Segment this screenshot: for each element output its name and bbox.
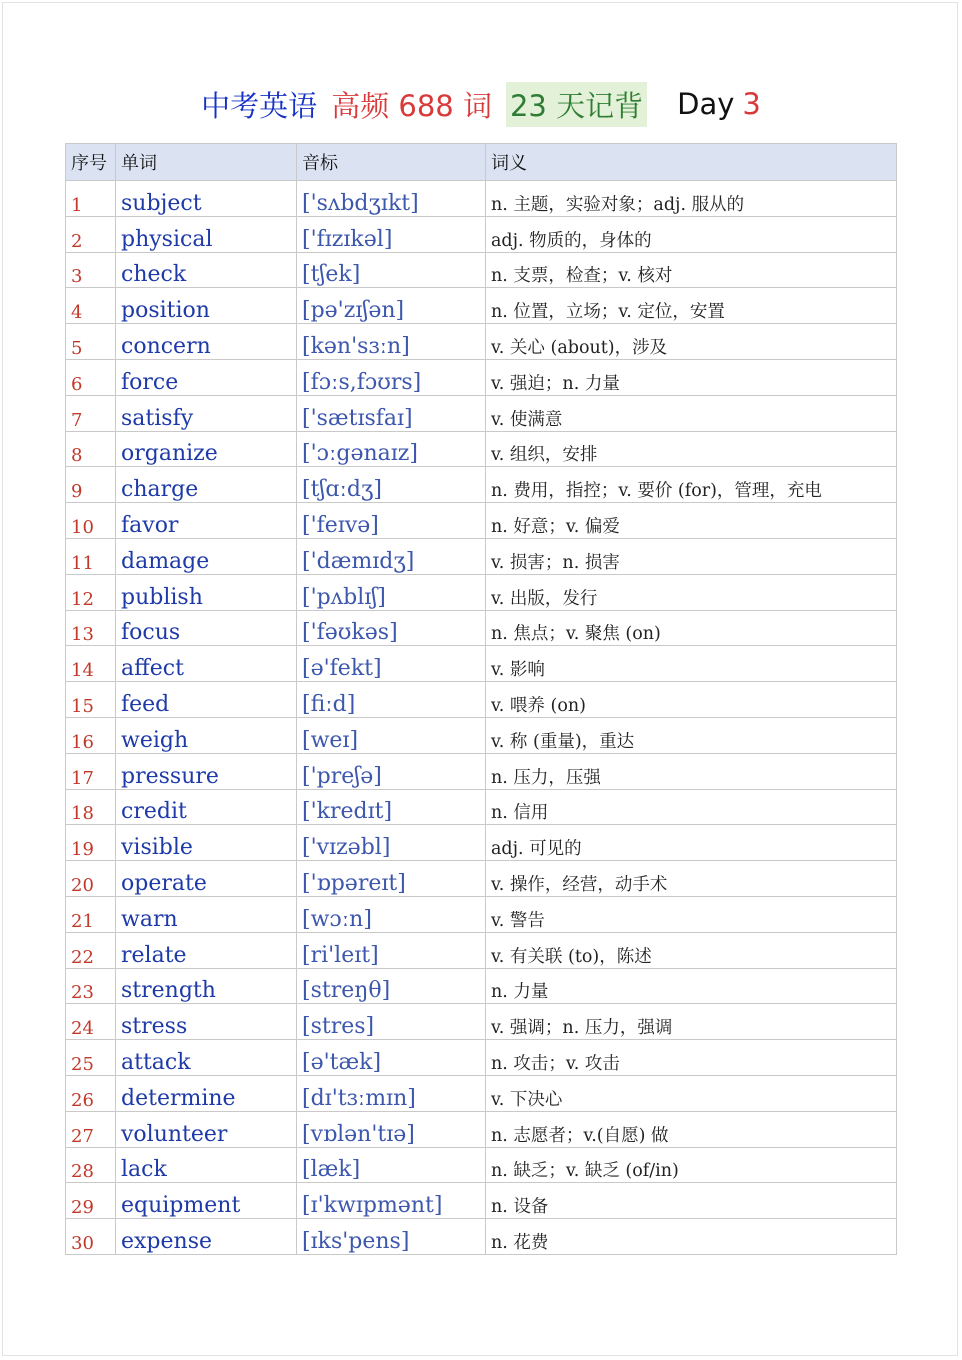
cell-phonetic: [pə'zɪʃən] xyxy=(297,288,486,324)
table-row xyxy=(66,395,897,431)
cell-word: organize xyxy=(116,431,297,467)
cell-number: 24 xyxy=(66,1004,116,1040)
cell-word: position xyxy=(116,288,297,324)
cell-definition: n. 好意；v. 偏爱 xyxy=(486,503,897,539)
cell-definition: v. 称 (重量)，重达 xyxy=(486,717,897,753)
cell-definition: n. 志愿者；v.(自愿) 做 xyxy=(486,1111,897,1147)
cell-phonetic: ['vɪzəbl] xyxy=(297,825,486,861)
table-row xyxy=(66,753,897,789)
cell-phonetic: ['ɔːgənaɪz] xyxy=(297,431,486,467)
cell-number: 4 xyxy=(66,288,116,324)
cell-number: 19 xyxy=(66,825,116,861)
cell-number: 6 xyxy=(66,359,116,395)
cell-word: visible xyxy=(116,825,297,861)
cell-word: focus xyxy=(116,610,297,646)
header-word: 单词 xyxy=(116,144,297,181)
cell-word: determine xyxy=(116,1075,297,1111)
cell-definition: adj. 可见的 xyxy=(486,825,897,861)
table-row xyxy=(66,968,897,1004)
cell-definition: v. 警告 xyxy=(486,896,897,932)
cell-definition: v. 影响 xyxy=(486,646,897,682)
header-def: 词义 xyxy=(486,144,897,181)
cell-definition: v. 操作，经营，动手术 xyxy=(486,861,897,897)
cell-word: lack xyxy=(116,1147,297,1183)
cell-phonetic: [dɪ'tɜːmɪn] xyxy=(297,1075,486,1111)
cell-phonetic: ['preʃə] xyxy=(297,753,486,789)
table-row xyxy=(66,1111,897,1147)
table-row xyxy=(66,324,897,360)
cell-definition: v. 下决心 xyxy=(486,1075,897,1111)
cell-number: 25 xyxy=(66,1040,116,1076)
cell-phonetic: [vɒlən'tɪə] xyxy=(297,1111,486,1147)
cell-phonetic: ['dæmɪdʒ] xyxy=(297,538,486,574)
cell-phonetic: ['kredɪt] xyxy=(297,789,486,825)
table-row xyxy=(66,646,897,682)
table-row xyxy=(66,1183,897,1219)
vocab-table xyxy=(65,143,897,1255)
table-row xyxy=(66,1219,897,1255)
cell-definition: v. 有关联 (to)，陈述 xyxy=(486,932,897,968)
page-title xyxy=(0,78,962,130)
cell-word: attack xyxy=(116,1040,297,1076)
table-row xyxy=(66,503,897,539)
table-body xyxy=(66,181,897,1255)
cell-definition: v. 损害；n. 损害 xyxy=(486,538,897,574)
cell-definition: v. 出版，发行 xyxy=(486,574,897,610)
cell-number: 14 xyxy=(66,646,116,682)
cell-number: 10 xyxy=(66,503,116,539)
cell-word: check xyxy=(116,252,297,288)
cell-definition: n. 花费 xyxy=(486,1219,897,1255)
cell-word: force xyxy=(116,359,297,395)
cell-number: 3 xyxy=(66,252,116,288)
cell-word: operate xyxy=(116,861,297,897)
cell-number: 13 xyxy=(66,610,116,646)
header-num: 序号 xyxy=(66,144,116,181)
cell-phonetic: [fɔːs,fɔʊrs] xyxy=(297,359,486,395)
table-row xyxy=(66,932,897,968)
cell-definition: v. 使满意 xyxy=(486,395,897,431)
cell-word: relate xyxy=(116,932,297,968)
cell-word: volunteer xyxy=(116,1111,297,1147)
table-row xyxy=(66,717,897,753)
cell-word: stress xyxy=(116,1004,297,1040)
cell-phonetic: [kən'sɜːn] xyxy=(297,324,486,360)
cell-definition: n. 位置，立场；v. 定位，安置 xyxy=(486,288,897,324)
cell-word: affect xyxy=(116,646,297,682)
cell-phonetic: ['fɪzɪkəl] xyxy=(297,216,486,252)
cell-definition: v. 强调；n. 压力，强调 xyxy=(486,1004,897,1040)
cell-word: physical xyxy=(116,216,297,252)
cell-phonetic: ['pʌblɪʃ] xyxy=(297,574,486,610)
table-row xyxy=(66,610,897,646)
cell-number: 15 xyxy=(66,682,116,718)
cell-definition: n. 焦点；v. 聚焦 (on) xyxy=(486,610,897,646)
cell-number: 7 xyxy=(66,395,116,431)
cell-definition: n. 压力，压强 xyxy=(486,753,897,789)
table-header-row xyxy=(66,144,897,181)
table-row xyxy=(66,467,897,503)
table-row xyxy=(66,431,897,467)
cell-definition: n. 支票，检查；v. 核对 xyxy=(486,252,897,288)
cell-definition: v. 组织，安排 xyxy=(486,431,897,467)
table-row xyxy=(66,181,897,217)
cell-word: favor xyxy=(116,503,297,539)
cell-definition: n. 信用 xyxy=(486,789,897,825)
cell-word: subject xyxy=(116,181,297,217)
cell-phonetic: ['ɒpəreɪt] xyxy=(297,861,486,897)
cell-definition: n. 缺乏；v. 缺乏 (of/in) xyxy=(486,1147,897,1183)
cell-word: warn xyxy=(116,896,297,932)
cell-number: 11 xyxy=(66,538,116,574)
title-day-label: Day xyxy=(677,87,735,121)
cell-word: feed xyxy=(116,682,297,718)
cell-definition: v. 强迫；n. 力量 xyxy=(486,359,897,395)
cell-word: strength xyxy=(116,968,297,1004)
table-row xyxy=(66,359,897,395)
cell-phonetic: [tʃek] xyxy=(297,252,486,288)
cell-definition: n. 攻击；v. 攻击 xyxy=(486,1040,897,1076)
table-row xyxy=(66,1040,897,1076)
table-row xyxy=(66,1075,897,1111)
cell-number: 9 xyxy=(66,467,116,503)
cell-definition: v. 关心 (about)，涉及 xyxy=(486,324,897,360)
cell-phonetic: ['sʌbdʒɪkt] xyxy=(297,181,486,217)
table-row xyxy=(66,252,897,288)
cell-word: satisfy xyxy=(116,395,297,431)
cell-word: credit xyxy=(116,789,297,825)
table-row xyxy=(66,825,897,861)
cell-number: 26 xyxy=(66,1075,116,1111)
title-subject: 中考英语 xyxy=(201,88,318,123)
title-word-count: 高频 688 词 xyxy=(331,88,492,123)
cell-phonetic: [stres] xyxy=(297,1004,486,1040)
cell-number: 21 xyxy=(66,896,116,932)
cell-word: charge xyxy=(116,467,297,503)
cell-word: expense xyxy=(116,1219,297,1255)
cell-phonetic: [ri'leɪt] xyxy=(297,932,486,968)
cell-number: 1 xyxy=(66,181,116,217)
cell-word: damage xyxy=(116,538,297,574)
table-row xyxy=(66,216,897,252)
table-row xyxy=(66,538,897,574)
title-schedule: 23 天记背 xyxy=(506,82,647,127)
cell-number: 29 xyxy=(66,1183,116,1219)
cell-definition: n. 费用，指控；v. 要价 (for)，管理，充电 xyxy=(486,467,897,503)
cell-phonetic: [tʃɑːdʒ] xyxy=(297,467,486,503)
table-row xyxy=(66,1004,897,1040)
cell-word: weigh xyxy=(116,717,297,753)
cell-number: 12 xyxy=(66,574,116,610)
cell-number: 16 xyxy=(66,717,116,753)
cell-phonetic: [fiːd] xyxy=(297,682,486,718)
header-ipa: 音标 xyxy=(297,144,486,181)
table-row xyxy=(66,1147,897,1183)
cell-definition: n. 主题，实验对象；adj. 服从的 xyxy=(486,181,897,217)
cell-number: 20 xyxy=(66,861,116,897)
cell-number: 28 xyxy=(66,1147,116,1183)
cell-definition: n. 设备 xyxy=(486,1183,897,1219)
cell-phonetic: [streŋθ] xyxy=(297,968,486,1004)
table-row xyxy=(66,574,897,610)
table-row xyxy=(66,861,897,897)
cell-number: 8 xyxy=(66,431,116,467)
cell-number: 18 xyxy=(66,789,116,825)
cell-phonetic: ['fəʊkəs] xyxy=(297,610,486,646)
cell-number: 17 xyxy=(66,753,116,789)
table-row xyxy=(66,896,897,932)
cell-number: 2 xyxy=(66,216,116,252)
cell-phonetic: [weɪ] xyxy=(297,717,486,753)
cell-phonetic: ['sætɪsfaɪ] xyxy=(297,395,486,431)
cell-phonetic: [ɪ'kwɪpmənt] xyxy=(297,1183,486,1219)
cell-phonetic: [ɪks'pens] xyxy=(297,1219,486,1255)
cell-phonetic: [wɔːn] xyxy=(297,896,486,932)
cell-phonetic: [læk] xyxy=(297,1147,486,1183)
cell-word: equipment xyxy=(116,1183,297,1219)
table-row xyxy=(66,789,897,825)
cell-phonetic: ['feɪvə] xyxy=(297,503,486,539)
cell-number: 30 xyxy=(66,1219,116,1255)
cell-phonetic: [ə'fekt] xyxy=(297,646,486,682)
title-day-number: 3 xyxy=(742,87,761,121)
cell-number: 5 xyxy=(66,324,116,360)
cell-word: concern xyxy=(116,324,297,360)
cell-number: 22 xyxy=(66,932,116,968)
cell-definition: n. 力量 xyxy=(486,968,897,1004)
table-row xyxy=(66,682,897,718)
cell-definition: adj. 物质的，身体的 xyxy=(486,216,897,252)
cell-number: 27 xyxy=(66,1111,116,1147)
table-row xyxy=(66,288,897,324)
cell-word: publish xyxy=(116,574,297,610)
cell-number: 23 xyxy=(66,968,116,1004)
cell-word: pressure xyxy=(116,753,297,789)
cell-definition: v. 喂养 (on) xyxy=(486,682,897,718)
cell-phonetic: [ə'tæk] xyxy=(297,1040,486,1076)
